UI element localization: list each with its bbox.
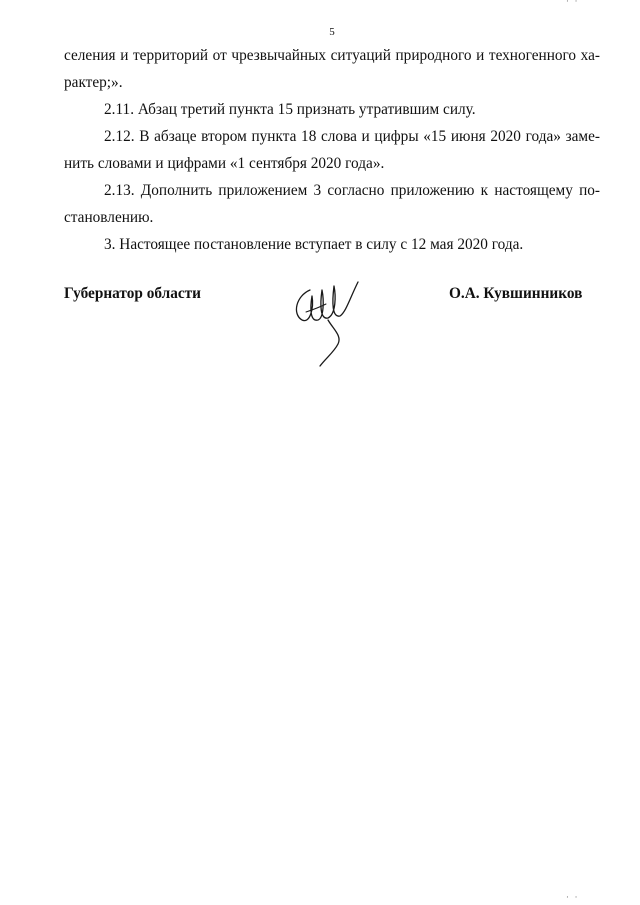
signatory-position: Губернатор области — [64, 285, 201, 302]
paragraph-line: нить словами и цифрами «1 сентября 2020 года». — [64, 155, 385, 172]
paragraph-item-2-11 — [64, 96, 600, 123]
paragraph-continuation — [64, 42, 600, 96]
paragraph-line: становлению. — [64, 209, 154, 226]
paragraph-line: рактер;». — [64, 74, 123, 91]
paragraph-line: 2.11. Абзац третий пункта 15 признать утратившим силу. — [104, 101, 476, 118]
scan-mark-bottom: · · — [566, 893, 578, 903]
handwritten-signature — [288, 278, 368, 370]
paragraph-item-3 — [64, 231, 600, 258]
scan-mark-top: · · — [566, 0, 578, 7]
page-number: 5 — [329, 26, 335, 38]
paragraph-item-2-12 — [64, 123, 600, 177]
signatory-name: О.А. Кувшинников — [449, 285, 583, 302]
paragraph-item-2-13 — [64, 177, 600, 231]
paragraph-line: селения и территорий от чрезвычайных ситуаций природного и техногенного ха- — [64, 47, 600, 64]
paragraph-line: 2.12. В абзаце втором пункта 18 слова и цифры «15 июня 2020 года» заме- — [104, 128, 600, 145]
paragraph-line: 2.13. Дополнить приложением 3 согласно приложению к настоящему по- — [104, 182, 600, 199]
paragraph-line: 3. Настоящее постановление вступает в силу с 12 мая 2020 года. — [104, 236, 524, 253]
